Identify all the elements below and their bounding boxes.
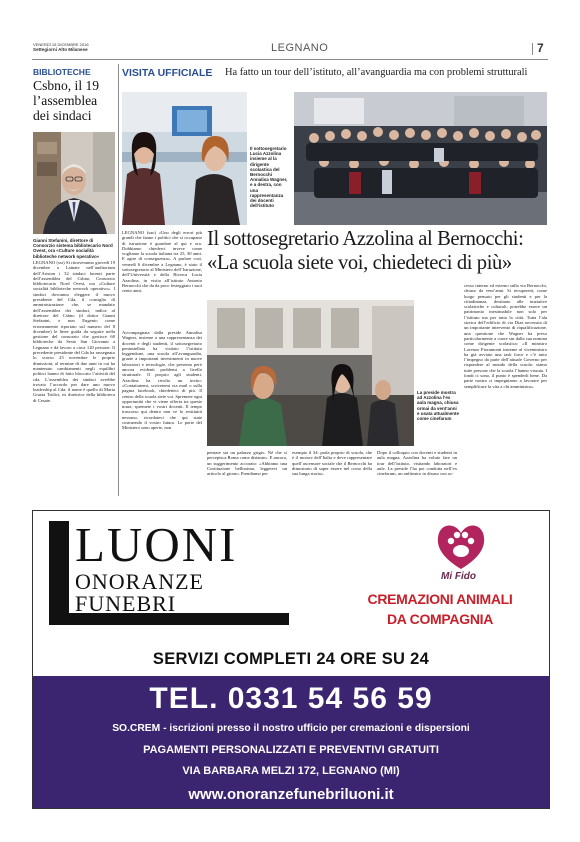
visit-col2: Accompagnata dalla preside Annalisa Wagner, insieme a una rappresentanza dei docenti e degli studenti, il sottosegretario pentastellato ha visitato l’istituto leggendone, una scuola all’avanguardia, grazie a importanti investimenti in nuove laboratori e tecnologie, che presenta però ancora evidenti problemi a livello strutturale. Il proprio agli studenti, Azzolina ha rivolto un invito: «Contattatemi, scrivetemi via mail o sulla pagina facebook, chiedetteci di più. Il centro della scuola siete voi. Spremete ogni opportunità che vi viene offerta tra queste mura, spremete i vostri docenti. Il tempo trascorso qui dentro non ve lo restituirà nessuno, ricordatevi che qui state costruendo il vostro futuro. Le porte del Ministero sono aperte, non: [122, 330, 202, 431]
header-rule: [32, 59, 548, 60]
visit-subtitle: Ha fatto un tour dell’istituto, all’avanguardia ma con problemi strutturali: [225, 67, 528, 78]
luoni-brand: LUONI: [75, 517, 238, 572]
aula-magna-photo: [207, 300, 414, 446]
headline-line2: «La scuola siete voi, chiedeteci di più»: [207, 252, 512, 274]
stefanini-photo: [33, 132, 115, 234]
header-date: VENERDÌ 15 DICEMBRE 2016: [33, 42, 89, 47]
visit-col6: cesso interno ed esterno sulla via Bernocchi, chiuso da vent’anni. Si recupererà, come luogo pensato per gli studenti e per la cittadinanza, destinato alle iniziative scolastiche e culturali, potrebbe essere un patrimonio inestimabile non solo per l’istituto ma per tutta la città. Tutta l’ala storica dell’edificio di via Diaz necessita di un importante intervento di riqualificazione, una questione che Wagner ha preso particolarmente a cuore sin dalla sua nomina come dirigente scolastica: «Il ministro Lorenzo Fioramonti insieme al viceministro ha già avviato una task force e c’è tutto l’impegno da parte dell’attuale Governo per rispondere al mondo della scuola: siamo tutte persone che la scuola l’hanno vissuta. I fondi ci sono, il punto è spenderli bene. Da parte nostra ci impegniamo a lavorare per semplificare la vita a chi amministra».: [464, 283, 547, 389]
luoni-logo: [39, 517, 301, 641]
socrem-line: SO.CREM - iscrizioni presso il nostro ufficio per cremazioni e dispersioni: [112, 723, 470, 734]
sidebar-kicker: BIBLIOTECHE: [33, 67, 91, 77]
visit-col5: Dopo il colloquio con docenti e studenti in aula magna, Azzolina ha voluto fare un tour dell’istituto, visitando laboratori e aule. La preside l’ha poi condotta nell’ex cinefarum, un anfiteatro in disuso con ac-: [377, 450, 457, 477]
address-line: VIA BARBARA MELZI 172, LEGNANO (MI): [182, 765, 400, 777]
visit-col4: esempio il 34: parla proprio di scuola, che è il motore dell’Italia e deve rappresentare quell’ascensore sociale che il Bernocchi ha dimostrato di saper essere nel corso della sua lunga storia».: [292, 450, 372, 477]
section-title: LEGNANO: [271, 42, 329, 54]
contact-band: [33, 676, 549, 808]
column-divider: [118, 64, 119, 496]
page-number: 7: [537, 41, 544, 55]
luoni-advertisement: [32, 510, 550, 809]
sidebar-body: LEGNANO (ssr) Si ritroveranno giovedì 19 dicembre a Lainate nell’auditorium dell’Ariston i 32 sindaci facenti parte dell’assemblea del Csbno, Consorzio bibliotecario Nord Ovest, ora «Culture socialità biblioteche network operativo». I sindaci dovranno eleggere il nuovo presidente del Cda, il consiglio di amministrazione che, se mandato dell’assemblea dei sindaci, indica al direttore del Csbno (il dottor Gianni Stefanini, e non Eugenio come erroneamente riportato sul numero del 8 dicembre) le linee guida da seguire nella gestione del consorzio che gestisce 60 biblioteche da Sesto San Giovanni a Legnano e dà lavoro a circa 120 persone. Il precedente presidente del Cda ha rassegnato lo scorso 25 novembre le proprie dimissioni, al termine di due anni in cui ha mantenuto cambiamenti negli equilibri politici hanno di fatto bloccato l’attività del cda. L’assemblea dei sindaci avrebbe trovato l’accordo per dare uno nuovo leadership al Cda: il nome è quello di Maria Grazia Tridici, ex direttrice della biblioteca di Cesate.: [33, 260, 115, 403]
azzolina-wagner-photo: [122, 92, 247, 225]
visit-kicker: VISITA UFFICIALE: [122, 67, 213, 79]
paw-icon: [433, 519, 489, 571]
stefanini-caption: Gianni Stefanini, direttore di Consorzio sistema bibliotecario Nord Ovest, ora «Culture socialità biblioteche network operativo»: [33, 238, 113, 259]
header-paper: Settegiorni Alto Milanese: [33, 47, 88, 52]
header-separator: [532, 43, 533, 55]
mifido-label: Mi Fido: [441, 571, 476, 582]
aula-magna-caption: La preside mostra ad Azzolina l’ex aula magna, chiusa ormai da vent’anni e usata attualmente come cinefarum: [417, 390, 460, 422]
group-photo: [294, 92, 547, 225]
servizi-heading: SERVIZI COMPLETI 24 ORE SU 24: [152, 650, 430, 668]
sidebar-title: Csbno, il 19 l’assemblea dei sindaci: [33, 78, 100, 123]
visit-col1: LEGNANO (sao) «Uno degli errori più grandi che fanno i politici che si occupano di istruzione è guardare al qui e ora. Dobbiamo chiederci invece come vogliamo la scuola italiana tra 25, 30 anni. E agire di conseguenza». A parlare così, venerdì 6 dicembre a Legnano, è stato il sottosegretario al Ministero dell’Istruzione, dell’Università e della Ricerca Lucia Azzolina, in visita all’istituto Antonio Bernocchi che da da poco festeggiato i suoi cento anni.: [122, 230, 202, 294]
phone-number: TEL. 0331 54 56 59: [149, 682, 433, 715]
cremazioni-line1: CREMAZIONI ANIMALI: [367, 591, 513, 607]
luoni-line2: FUNEBRI: [75, 591, 177, 616]
website-link[interactable]: www.onoranzefunebriluoni.it: [188, 786, 394, 803]
visit-col3: pensate sia un palazzo grigio. Né che si percepisca Roma come distante». E ancora, un suggerimento accorato: «Abbiamo una Costituzione bellissima, leggetevi un articolo al giorno. Prendiamo per: [207, 450, 287, 477]
headline-line1: Il sottosegretario Azzolina al Bernocchi:: [207, 228, 524, 250]
cremazioni-line2: DA COMPAGNIA: [386, 611, 494, 627]
group-photo-caption: Il sottosegretario Lucia Azzolina insieme al la dirigente scolastica del Bernocchi Annalisa Wagner, e a destra, con una rappresentanza dei docenti dell’istituto: [250, 146, 288, 209]
pagamenti-line: PAGAMENTI PERSONALIZZATI E PREVENTIVI GRATUITI: [143, 744, 439, 756]
luoni-line1: ONORANZE: [75, 569, 204, 594]
